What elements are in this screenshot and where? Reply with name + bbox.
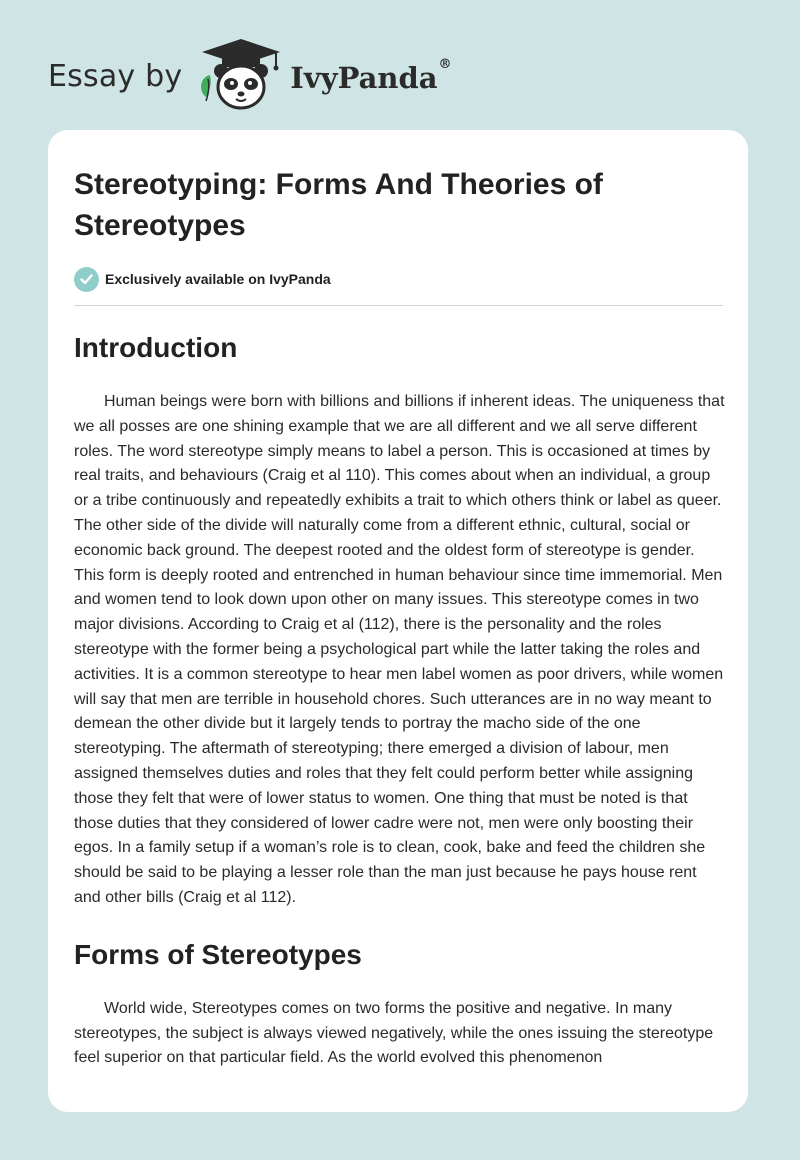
divider — [74, 305, 723, 306]
section-heading-forms: Forms of Stereotypes — [74, 938, 362, 970]
panda-logo-icon[interactable] — [196, 35, 286, 113]
registered-mark: ® — [438, 57, 452, 72]
essay-title: Stereotyping: Forms And Theories of Stereotypes — [74, 168, 603, 242]
brand-prefix: Essay by — [48, 58, 183, 94]
section-heading-introduction: Introduction — [74, 332, 238, 363]
check-icon — [74, 267, 99, 292]
essay-card — [48, 130, 748, 1112]
section-paragraph-introduction: Human beings were born with billions and billions if inherent ideas. The uniqueness that we all posses are one shining example that we are all different and we all serve different roles. The word stereotype simply means to label a person. This is occasioned at times by real traits, and behaviours (Craig et al 110). This comes about when an individual, a group or a tribe continuously and repeatedly exhibits a trait to which others think or label as queer. The other side of the divide will naturally come from a different ethnic, cultural, social or economic back ground. The deepest rooted and the oldest form of stereotype is gender. This form is deeply rooted and entrenched in human behaviour since time immemorial. Men and women tend to look down upon other on many issues. This stereotype comes in two major divisions. According to Craig et al (112), there is the personality and the roles stereotype with the former being a psychological part while the latter taking the roles and activities. It is a common stereotype to hear men label women as poor drivers, while women will say that men are terrible in household chores. Such utterances are in no way meant to demean the other divide but it largely tends to portray the macho side of the one stereotyping. The aftermath of stereotyping; there emerged a division of labour, men assigned themselves duties and roles that they felt could perform better while assigning those they felt that were of lower status to women. One thing that must be noted is that those duties that they considered of lower cadre were not, men were only boosting their egos. In a family setup if a woman’s role is to clean, cook, bake and feed the children she should be said to be playing a lesser role than the man just because he pays house rent and other bills (Craig et al 112). — [74, 393, 725, 906]
site-header — [48, 34, 452, 114]
section-paragraph-forms: World wide, Stereotypes comes on two forms the positive and negative. In many stereotypes, the subject is always viewed negatively, while the ones issuing the stereotype feel superior on that particular field. As the world evolved this phenomenon — [74, 999, 714, 1067]
exclusive-label: Exclusively available on IvyPanda — [105, 271, 331, 287]
brand-name[interactable]: IvyPanda® — [290, 57, 452, 95]
exclusive-badge — [74, 266, 722, 292]
